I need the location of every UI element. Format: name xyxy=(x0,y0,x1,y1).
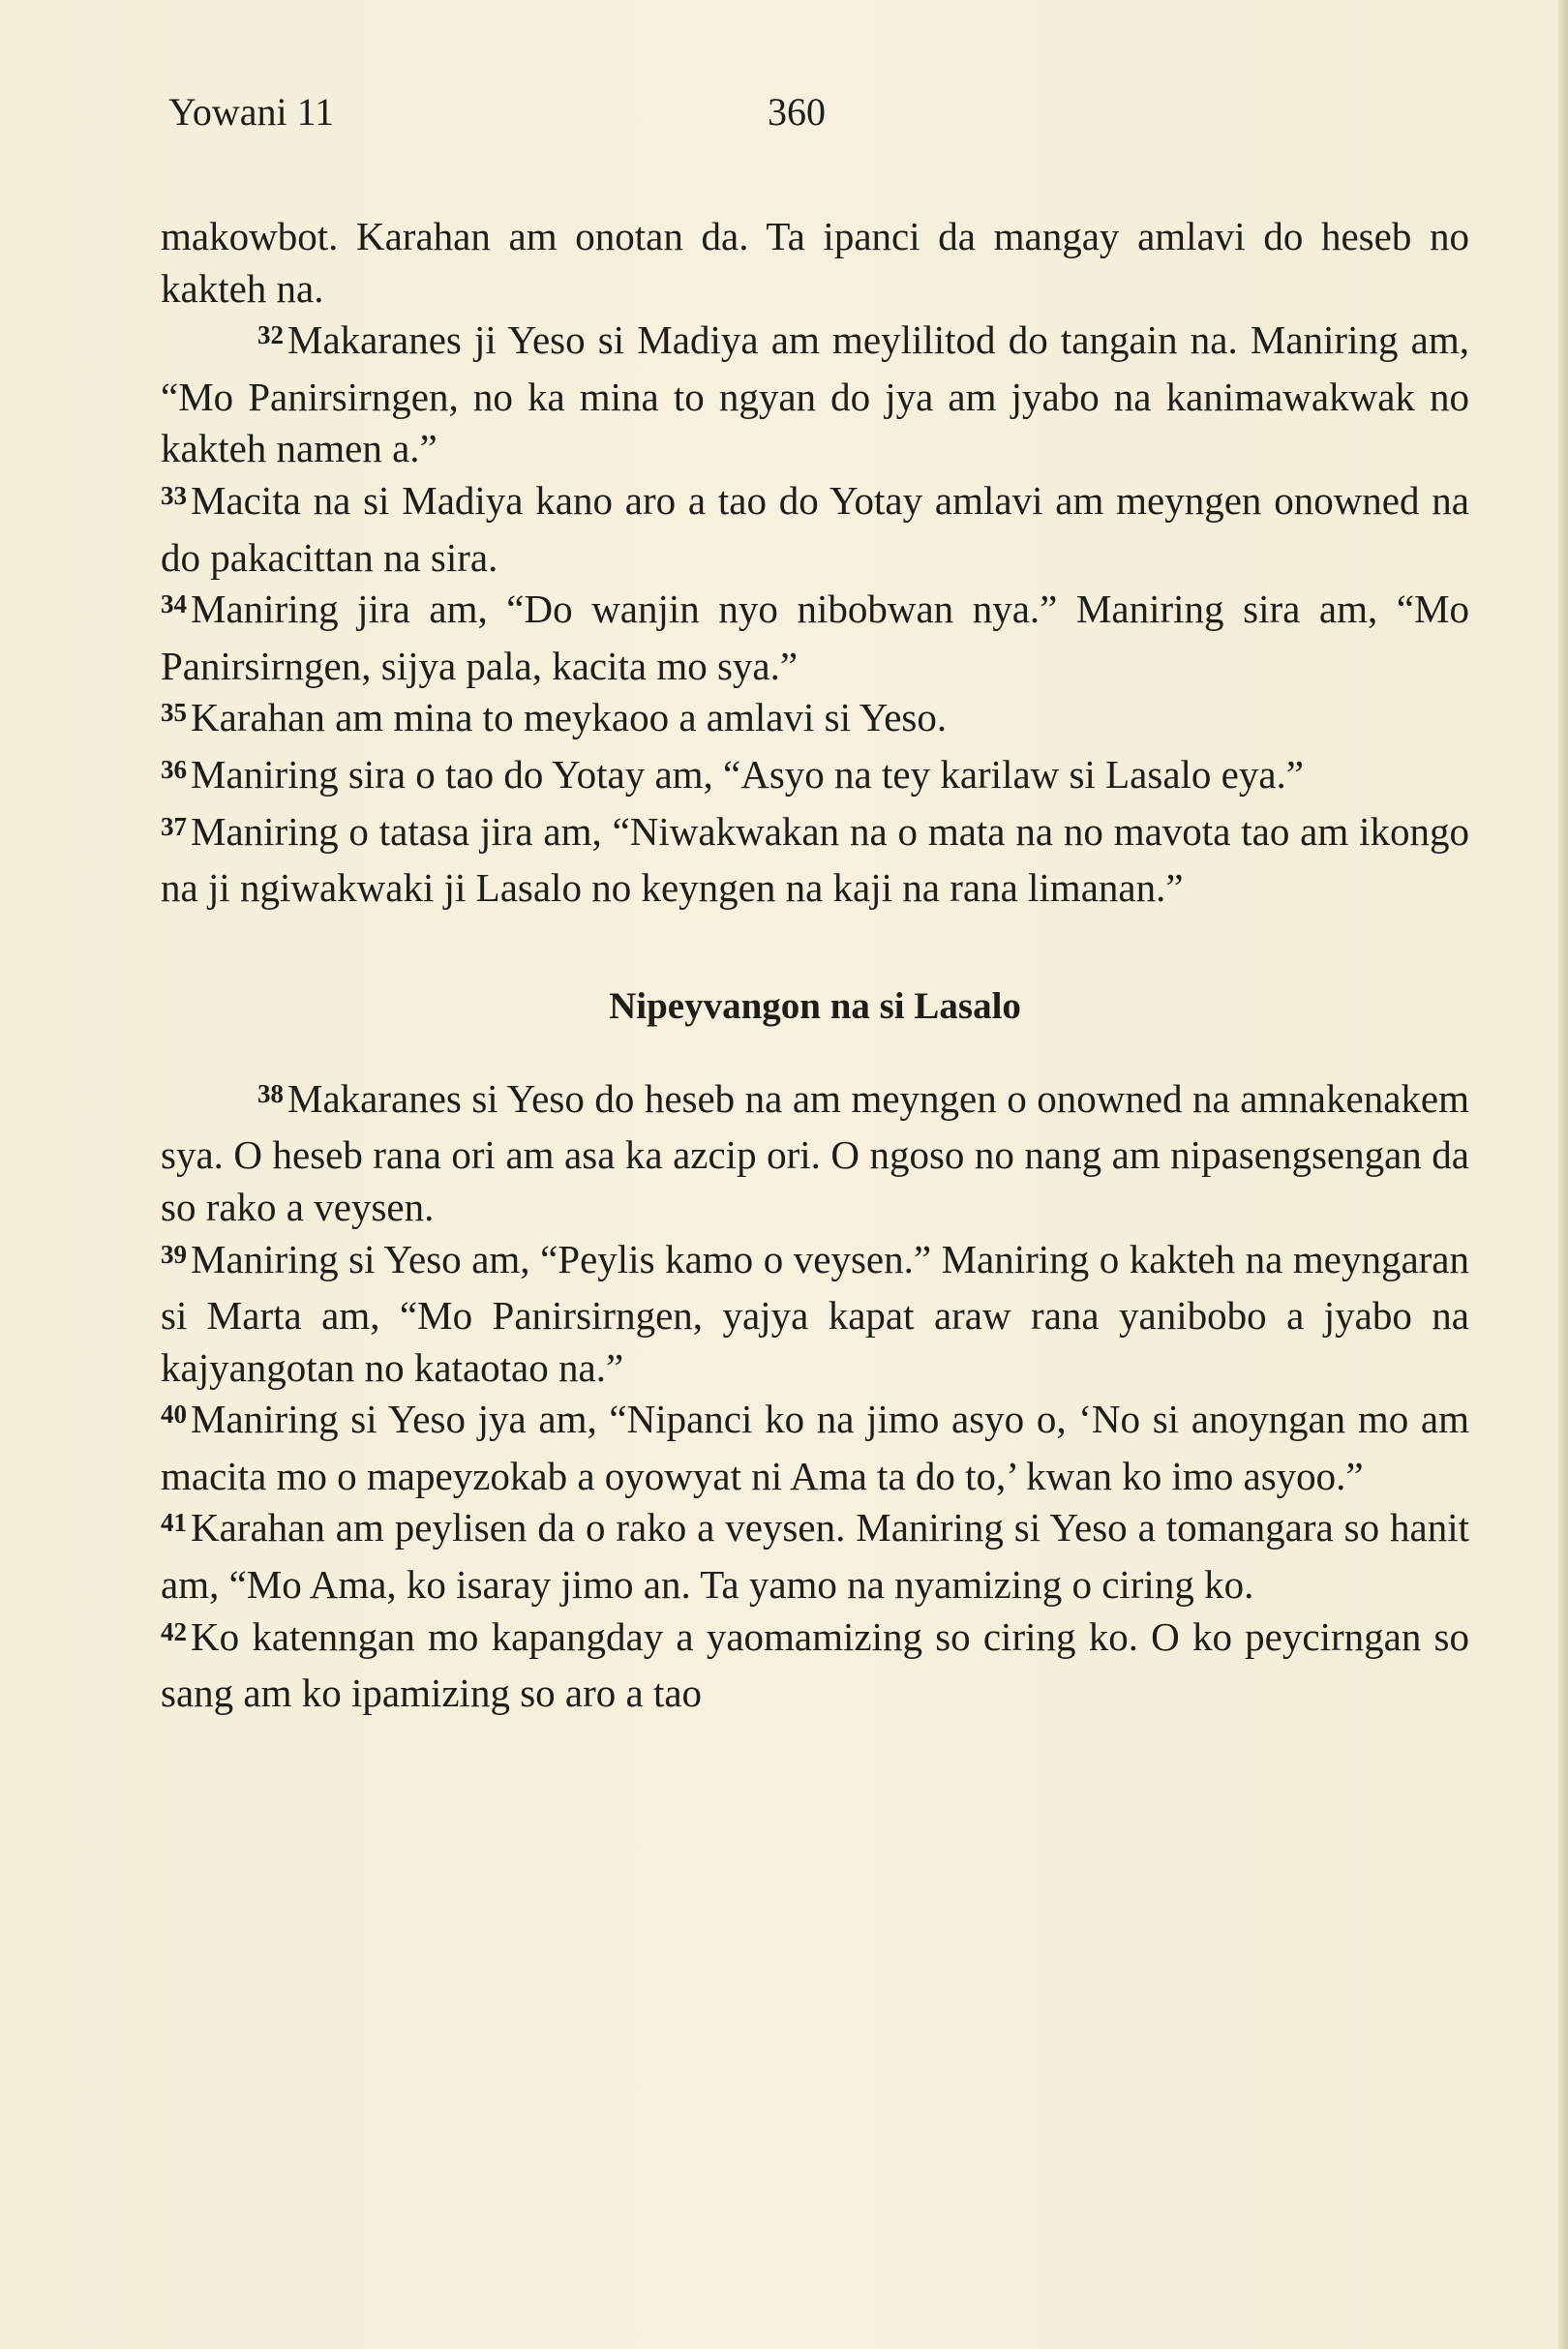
verse-text: Makaranes si Yeso do heseb na am meyngen o onowned na amnakenakem sya. O heseb rana ori am asa ka azcip ori. O ngoso no nang am nipasengsengan da so rako a veysen. xyxy=(161,1075,1469,1229)
verse-number: 37 xyxy=(161,811,187,841)
verse-number: 35 xyxy=(161,698,187,728)
verse-text: Ko katenngan mo kapangday a yaomamizing so ciring ko. O ko peycirngan so sang am ko ipamizing so aro a tao xyxy=(161,1613,1469,1716)
verse-number: 40 xyxy=(161,1400,187,1430)
verse-number: 36 xyxy=(161,754,187,784)
verse-32 xyxy=(161,315,1469,475)
verse-42 xyxy=(161,1611,1469,1720)
paragraph-continued xyxy=(161,211,1469,315)
verse-number: 39 xyxy=(161,1239,187,1269)
verse-number: 34 xyxy=(161,589,187,619)
running-header xyxy=(163,89,1469,147)
verse-text: Karahan am peylisen da o rako a veysen. Maniring si Yeso a tomangara so hanit am, “Mo Ama, ko isaray jimo an. Ta yamo na nyamizing o ciring ko. xyxy=(161,1505,1469,1608)
verse-number: 41 xyxy=(161,1508,187,1538)
verse-text: makowbot. Karahan am onotan da. Ta ipanci da mangay amlavi do heseb no kakteh na. xyxy=(161,214,1469,311)
verse-text: Maniring sira o tao do Yotay am, “Asyo na tey karilaw si Lasalo eya.” xyxy=(191,751,1305,797)
body-text xyxy=(161,211,1469,1720)
verse-text: Macita na si Madiya kano aro a tao do Yotay amlavi am meyngen onowned na do pakacittan na sira. xyxy=(161,477,1469,580)
verse-number: 38 xyxy=(257,1078,284,1108)
verse-36 xyxy=(161,749,1469,806)
verse-38 xyxy=(161,1073,1469,1234)
verse-number: 42 xyxy=(161,1616,187,1646)
verse-37 xyxy=(161,806,1469,915)
verse-41 xyxy=(161,1502,1469,1611)
verse-number: 33 xyxy=(161,480,187,510)
section-heading: Nipeyvangon na si Lasalo xyxy=(609,984,1021,1027)
verse-text: Karahan am mina to meykaoo a amlavi si Yeso. xyxy=(191,695,948,740)
verse-39 xyxy=(161,1234,1469,1395)
verse-text: Makaranes ji Yeso si Madiya am meylilitod do tangain na. Maniring am, “Mo Panirsirngen, no ka mina to ngyan do jya am jyabo na kanimawakwak no kakteh namen a.” xyxy=(161,317,1469,471)
book-chapter-title: Yowani 11 xyxy=(168,90,335,134)
verse-text: Maniring jira am, “Do wanjin nyo nibobwan nya.” Maniring sira am, “Mo Panirsirngen, sijya pala, kacita mo sya.” xyxy=(161,587,1469,688)
verse-number: 32 xyxy=(257,320,284,350)
verse-text: Maniring si Yeso am, “Peylis kamo o veysen.” Maniring o kakteh na meyngaran si Marta am, “Mo Panirsirngen, yajya kapat araw rana yanibobo a jyabo na kajyangotan no kataotao na.” xyxy=(161,1236,1469,1390)
verse-33 xyxy=(161,475,1469,584)
page-edge xyxy=(1558,0,1568,2349)
verse-text: Maniring o tatasa jira am, “Niwakwakan na o mata na no mavota tao am ikongo na ji ngiwakwaki ji Lasalo no keyngen na kaji na rana limanan.” xyxy=(161,808,1469,911)
verse-40 xyxy=(161,1394,1469,1502)
verse-35 xyxy=(161,692,1469,749)
verse-text: Maniring si Yeso jya am, “Nipanci ko na jimo asyo o, ‘No si anoyngan mo am macita mo o mapeyzokab a oyowyat ni Ama ta do to,’ kwan ko imo asyoo.” xyxy=(161,1397,1469,1498)
verse-34 xyxy=(161,584,1469,692)
page-number: 360 xyxy=(768,90,826,134)
